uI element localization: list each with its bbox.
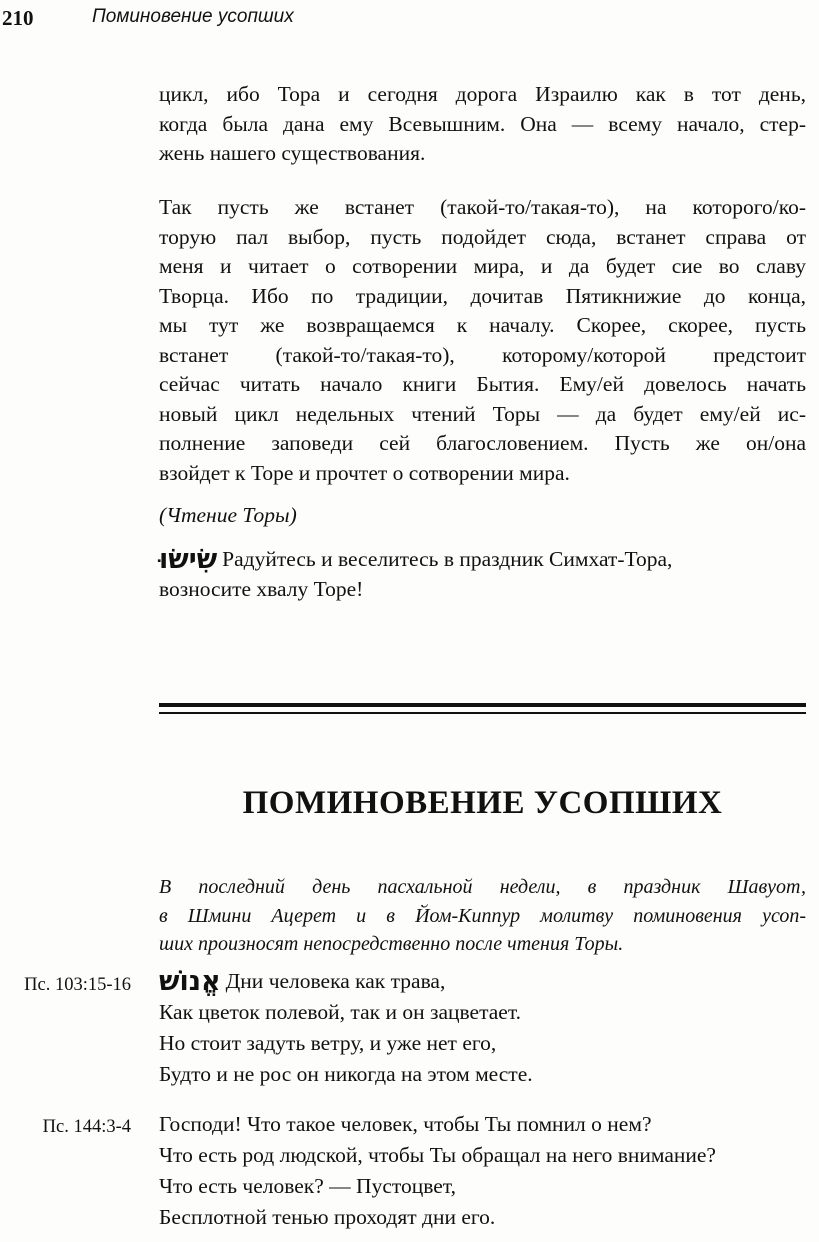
reading-note: (Чтение Торы) xyxy=(159,503,297,527)
rubric-line: В последний день пасхальной недели, в праздник Шавуот, xyxy=(159,876,806,898)
verse-block-2 xyxy=(159,1109,716,1233)
verse-text: Дни человека как трава, xyxy=(225,969,446,993)
verse-line: Как цветок полевой, так и он зацветает. xyxy=(159,1000,521,1024)
sisu-text: Радуйтесь и веселитесь в праздник Симхат-Тора, xyxy=(222,547,673,571)
section-title: ПОМИНОВЕНИЕ УСОПШИХ xyxy=(242,785,723,821)
text-line: торую пал выбор, пусть подойдет сюда, встанет справа от xyxy=(159,224,806,249)
sisu-line-1 xyxy=(159,545,806,575)
rubric-line: ших произносят непосредственно после чтения Торы. xyxy=(159,933,624,955)
paragraph-continuation xyxy=(159,80,806,169)
text-line: сейчас читать начало книги Бытия. Ему/ей довелось начать xyxy=(159,372,806,396)
text-line: жень нашего существования. xyxy=(159,141,426,165)
verse-line: Что есть человек? — Пустоцвет, xyxy=(159,1174,456,1198)
section-rubric xyxy=(159,873,806,959)
paragraph-invitation xyxy=(159,193,806,488)
running-title: Поминовение усопших xyxy=(92,6,294,27)
verse-line: Господи! Что такое человек, чтобы Ты помнил о нем? xyxy=(159,1112,652,1136)
section-divider-thin xyxy=(159,712,806,714)
hebrew-word-sisu: שִׂישׂוּ xyxy=(159,544,218,575)
page-number: 210 xyxy=(2,6,34,30)
text-line: полнение заповеди сей благословением. Пусть же он/она xyxy=(159,431,806,455)
sisu-paragraph xyxy=(159,545,806,604)
verse-line xyxy=(159,966,533,997)
text-line: когда была дана ему Всевышним. Она — всему начало, стер- xyxy=(159,111,806,136)
text-line: взойдет к Торе и прочтет о сотворении мира. xyxy=(159,460,570,485)
text-line: Так пусть же встанет (такой-то/такая-то), на которого/ко- xyxy=(159,195,806,219)
verse-line: Будто и не рос он никогда на этом месте. xyxy=(159,1062,533,1086)
text-line: встанет (такой-то/такая-то), которому/которой предстоит xyxy=(159,342,806,367)
text-line: Творца. Ибо по традиции, дочитав Пятикнижие до конца, xyxy=(159,283,806,308)
text-line: мы тут же возвращаемся к началу. Скорее, скорее, пусть xyxy=(159,313,806,337)
hebrew-word-enosh: אֱנוֹשׁ xyxy=(159,966,221,997)
verse-line: Бесплотной тенью проходят дни его. xyxy=(159,1205,496,1229)
sisu-line-2: возносите хвалу Торе! xyxy=(159,576,364,601)
verse-reference: Пс. 103:15-16 xyxy=(24,975,131,995)
verse-reference: Пс. 144:3-4 xyxy=(42,1117,131,1137)
rubric-line: в Шмини Ацерет и в Йом-Киппур молитву поминовения усоп- xyxy=(159,904,806,927)
verse-block-1 xyxy=(159,966,533,1090)
section-divider-thick xyxy=(159,703,806,707)
text-line: новый цикл недельных чтений Торы — да будет ему/ей ис- xyxy=(159,401,806,426)
text-line: меня и читает о сотворении мира, и да будет сие во славу xyxy=(159,254,806,278)
verse-line: Что есть род людской, чтобы Ты обращал на него внимание? xyxy=(159,1143,716,1167)
text-line: цикл, ибо Тора и сегодня дорога Израилю как в тот день, xyxy=(159,82,806,106)
verse-line: Но стоит задуть ветру, и уже нет его, xyxy=(159,1031,497,1055)
